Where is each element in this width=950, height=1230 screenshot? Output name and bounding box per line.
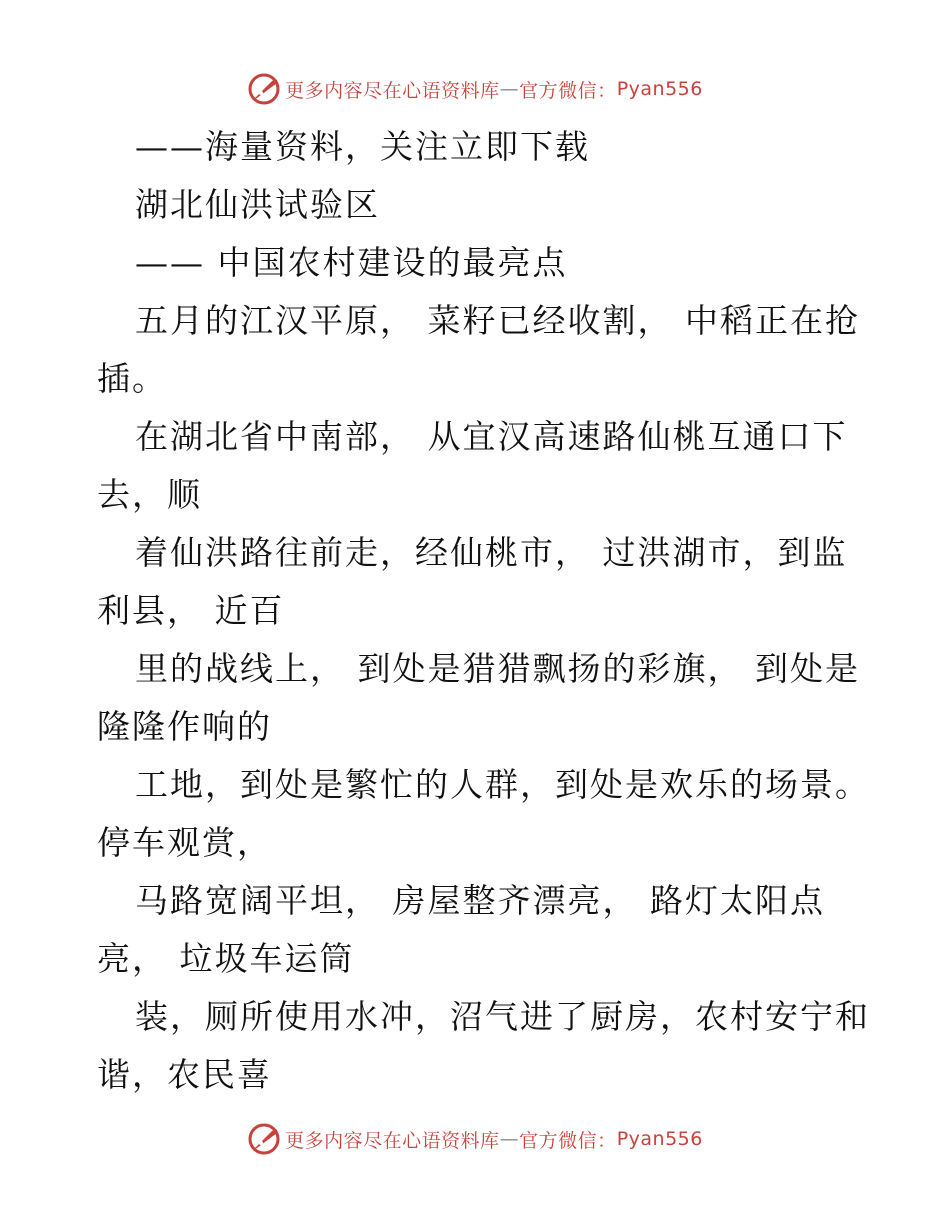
feather-pen-logo-icon (247, 1122, 281, 1156)
footer-watermark-banner (0, 1122, 950, 1156)
text-line: 工地，到处是繁忙的人群，到处是欢乐的场景。 (135, 765, 870, 804)
text-line: 五月的江汉平原， 菜籽已经收割， 中稻正在抢 (135, 301, 860, 340)
text-line: ——海量资料，关注立即下载 (135, 127, 590, 166)
feather-pen-logo-icon (247, 72, 281, 106)
text-line: 利县， 近百 (97, 591, 285, 630)
text-line: 湖北仙洪试验区 (135, 185, 380, 224)
banner-wechat-id: Pyan556 (616, 1128, 703, 1150)
text-line: 插。 (97, 359, 167, 398)
text-line: —— 中国农村建设的最亮点 (135, 243, 568, 282)
text-line: 隆隆作响的 (97, 707, 272, 746)
banner-dash: — (499, 78, 520, 100)
text-line: 着仙洪路往前走，经仙桃市， 过洪湖市，到监 (135, 533, 848, 572)
banner-wechat-id: Pyan556 (616, 78, 703, 100)
text-line: 亮， 垃圾车运筒 (97, 939, 355, 978)
text-line: 里的战线上， 到处是猎猎飘扬的彩旗， 到处是 (135, 649, 860, 688)
banner-main-text: 更多内容尽在心语资料库 (285, 1129, 500, 1152)
banner-official-text: 官方微信： (519, 79, 617, 102)
text-line: 装，厕所使用水冲，沼气进了厨房，农村安宁和 (135, 997, 870, 1036)
banner-main-text: 更多内容尽在心语资料库 (285, 79, 500, 102)
document-body (97, 118, 870, 1104)
banner-dash: — (499, 1128, 520, 1150)
text-line: 马路宽阔平坦， 房屋整齐漂亮， 路灯太阳点 (135, 881, 825, 920)
text-line: 谐，农民喜 (97, 1055, 272, 1094)
banner-official-text: 官方微信： (519, 1129, 617, 1152)
text-line: 去，顺 (97, 475, 202, 514)
text-line: 停车观赏， (97, 823, 272, 862)
header-watermark-banner (0, 72, 950, 106)
text-line: 在湖北省中南部， 从宜汉高速路仙桃互通口下 (135, 417, 848, 456)
